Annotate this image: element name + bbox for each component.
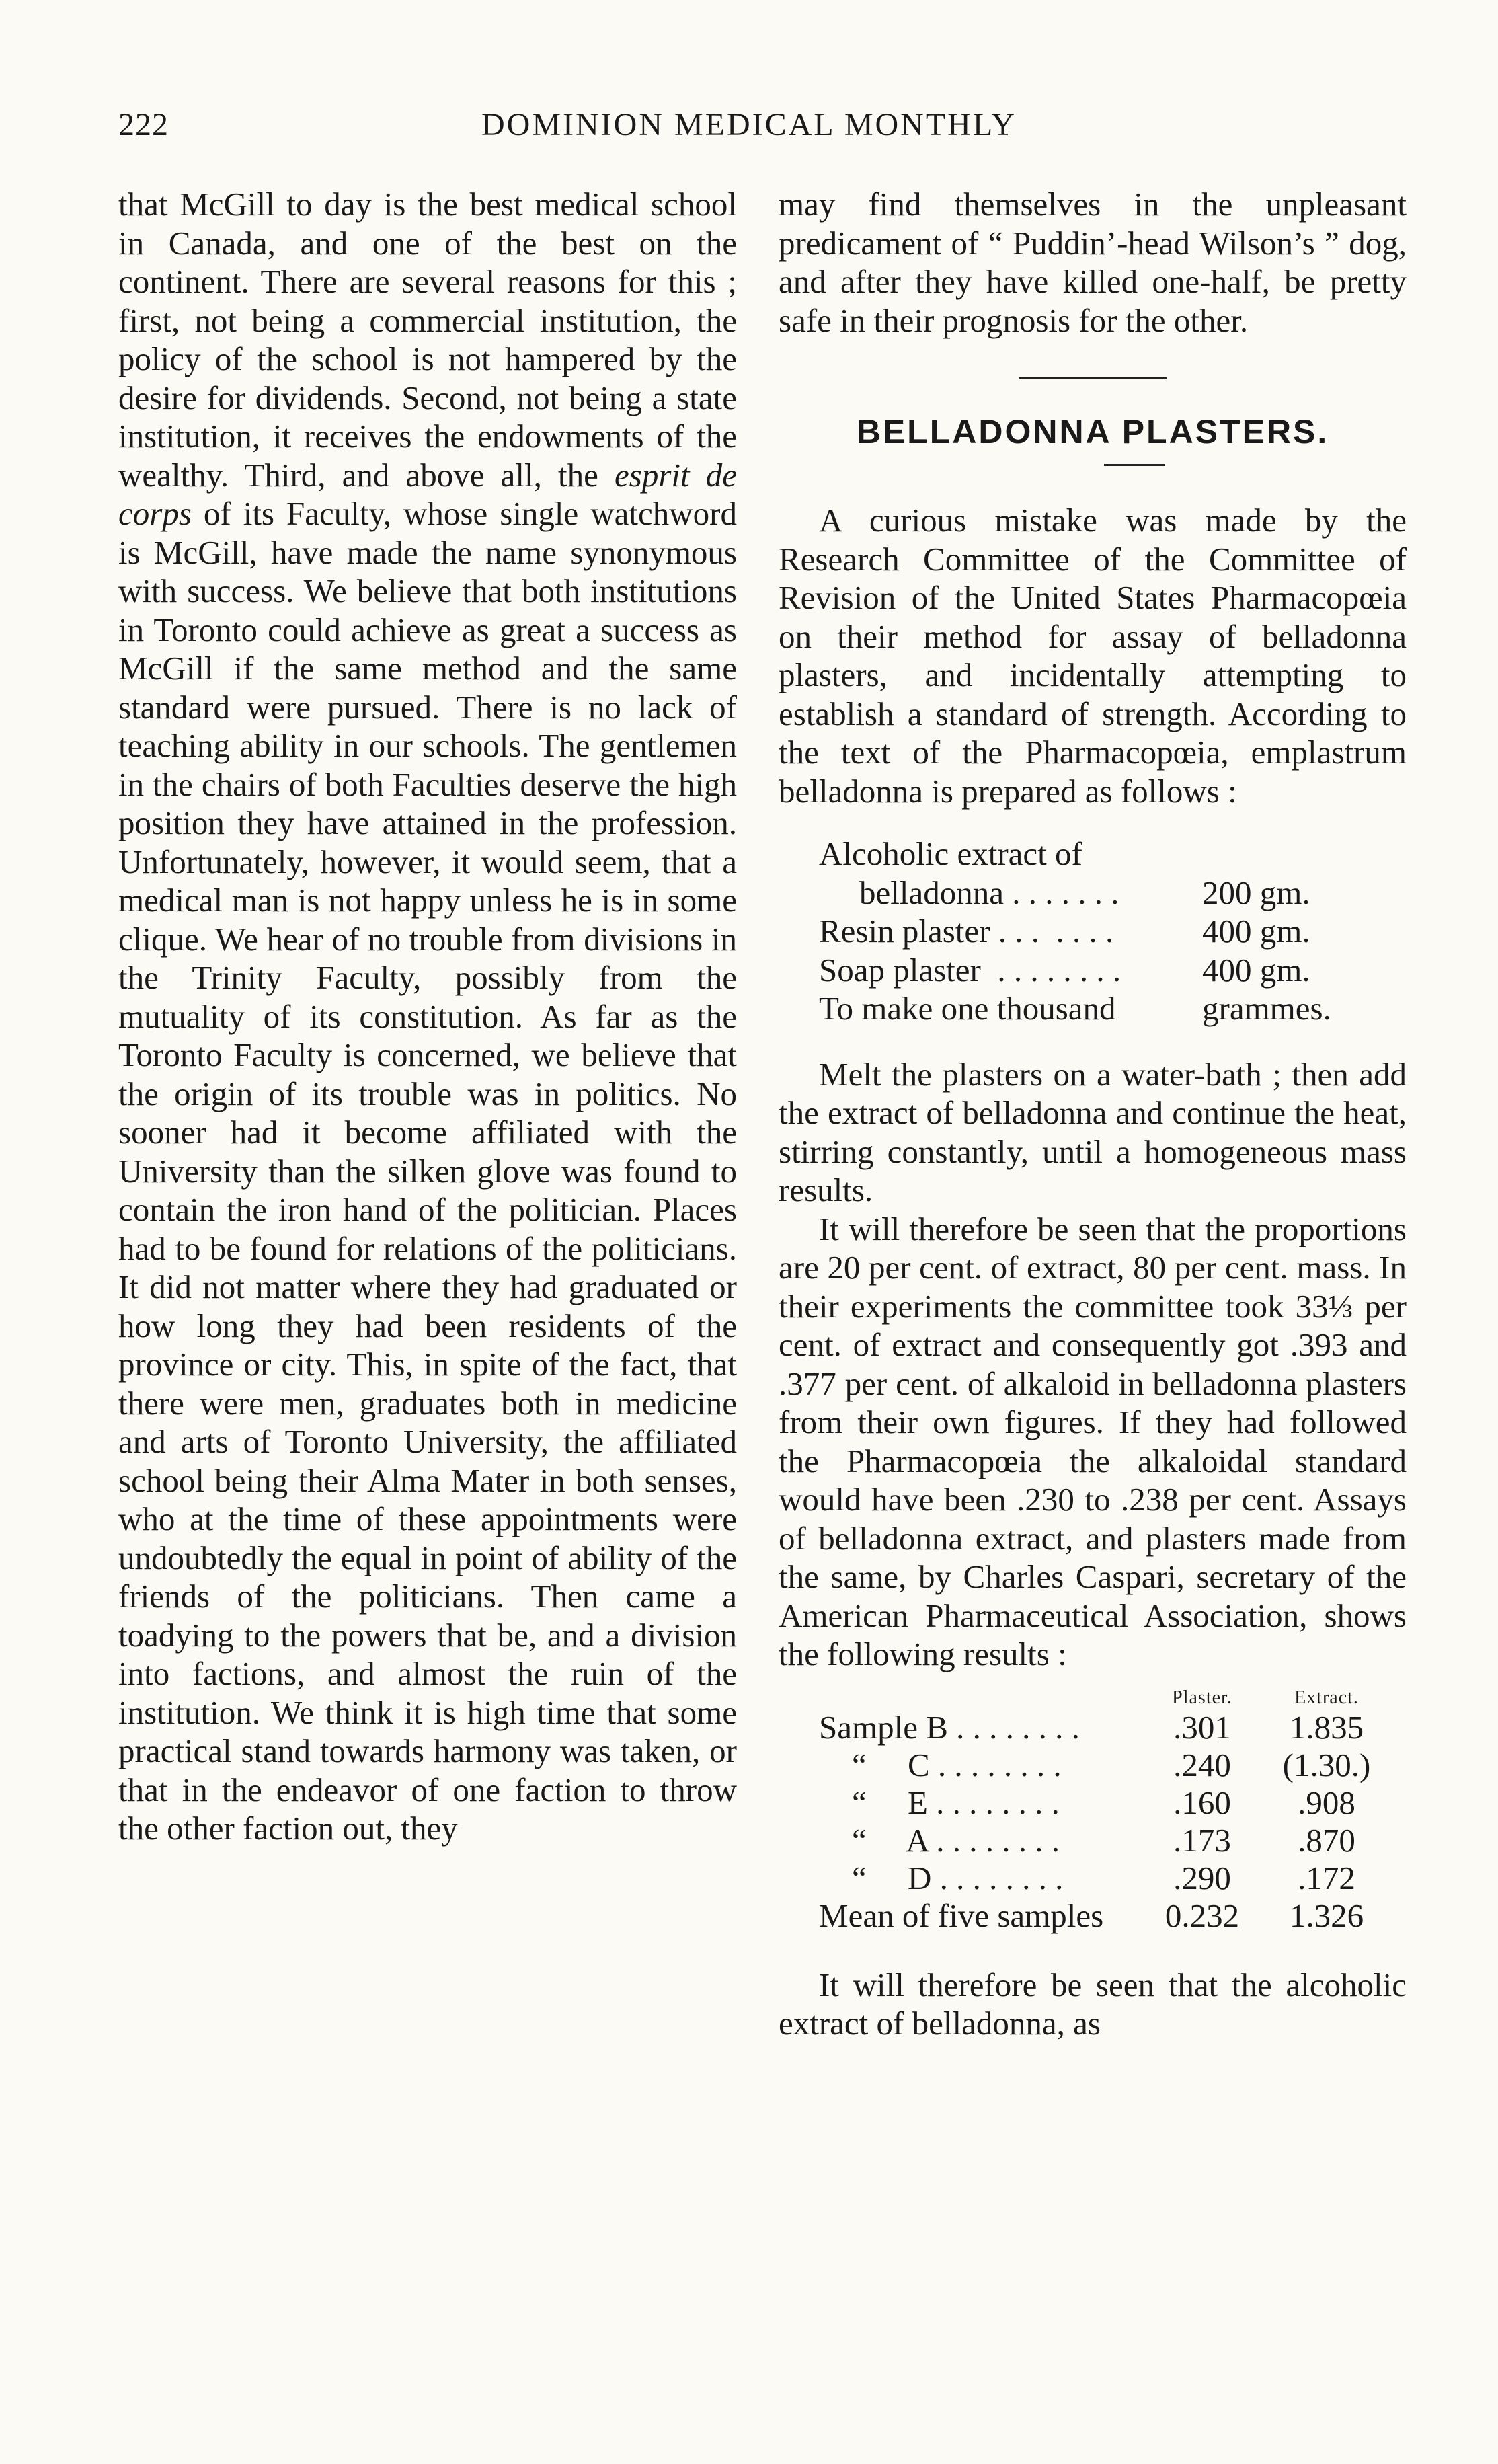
section-title: BELLADONNA PLASTERS. [856,413,1329,451]
formula-row: belladonna . . . . . . . 200 gm. [859,874,1310,911]
extract-header: Extract. [1294,1687,1359,1708]
page-number: 222 [118,107,169,143]
page-header [0,106,1498,153]
therefore-paragraph: It will therefore be seen that the proportions are 20 per cent. of extract, 80 per cent. mass. In their experiments the committee took 33⅓ per cent. of extract and consequently got .393 and .377 per cent. of alkaloid in belladonna plasters from their own figures. If they had followed the Pharmacopœia the alkaloidal standard would have been .230 to .238 per cent. Assays of belladonna extract, and plasters made from the same, by Charles Caspari, secretary of the American Pharmaceutical Association, shows the following results : [779,1210,1407,1672]
plaster-header: Plaster. [1172,1687,1232,1708]
running-title: DOMINION MEDICAL MONTHLY [481,107,1017,143]
formula-row: Resin plaster . . . . . . . 400 gm. [819,913,1310,950]
table-row-mean: Mean of five samples 0.232 1.326 [819,1896,1364,1934]
table-row: “ A . . . . . . . . .173 .870 [819,1821,1355,1859]
table-row: “ D . . . . . . . . .290 .172 [819,1859,1355,1896]
assay-header-row [819,1687,1390,1709]
formula-row: To make one thousand grammes. [819,990,1331,1027]
table-row: “ C . . . . . . . . .240 (1.30.) [819,1746,1371,1783]
assay-table [819,1687,1390,1935]
formula-row: Alcoholic extract of [819,835,1082,872]
section-divider [1019,377,1167,379]
right-column [779,185,1407,2043]
closing-paragraph: It will therefore be seen that the alcoholic extract of belladonna, as [779,1966,1407,2042]
melt-paragraph: Melt the plasters on a water-bath ; then add the extract of belladonna and continue the heat, stirring constantly, until a homogeneous mass results. [779,1055,1407,1208]
body-paragraph: that McGill to day is the best medical school in Canada, and one of the best on the continent. There are several reasons for this ; first, not being a commercial institution, the policy of the school is not hampered by the desire for dividends. Second, not being a state institution, it receives the endowments of the wealthy. Third, and above all, the esprit de corps of its Faculty, whose single watchword is McGill, have made the name synonymous with success. We believe that both institutions in Toronto could achieve as great a success as McGill if the same method and the same standard were pursued. There is no lack of teaching ability in our schools. The gentlemen in the chairs of both Faculties deserve the high position they have attained in the profession. Unfortunately, however, it would seem, that a medical man is not happy unless he is in some clique. We hear of no trouble from divisions in the Trinity Faculty, possibly from the mutuality of its constitution. As far as the Toronto Faculty is concerned, we believe that the origin of its trouble was in politics. No sooner had it become affiliated with the University than the silken glove was found to contain the iron hand of the politician. Places had to be found for relations of the politicians. It did not matter where they had graduated or how long they had been residents of the province or city. This, in spite of the fact, that there were men, graduates both in medicine and arts of Toronto University, the affiliated school being their Alma Mater in both senses, who at the time of these appointments were undoubtedly the equal in point of ability of the friends of the politicians. Then came a toadying to the powers that be, and a division into factions, and almost the ruin of the institution. We think it is high time that some practical stand towards harmony was taken, or that in the endeavor of one faction to throw the other faction out, they [118,186,737,1847]
left-column [118,185,737,1848]
continuation-paragraph: may find themselves in the unpleasant predicament of “ Puddin’-head Wilson’s ” dog, and after they have killed one-half, be pretty safe in their prognosis for the other. [779,186,1407,339]
italic-phrase: esprit de corps [118,456,737,532]
table-row: “ E . . . . . . . . .160 .908 [819,1783,1355,1821]
formula-list [819,835,1407,1028]
table-row: Sample B . . . . . . . . .301 1.835 [819,1708,1364,1746]
title-underline [1104,464,1165,466]
formula-row: Soap plaster . . . . . . . . 400 gm. [819,951,1310,989]
intro-paragraph: A curious mistake was made by the Research Committee of the Committee of Revision of the United States Pharmacopœia on their method for assay of belladonna plasters, and incidentally attempting to establish a standard of strength. According to the text of the Pharmacopœia, emplastrum belladonna is prepared as follows : [779,502,1407,810]
